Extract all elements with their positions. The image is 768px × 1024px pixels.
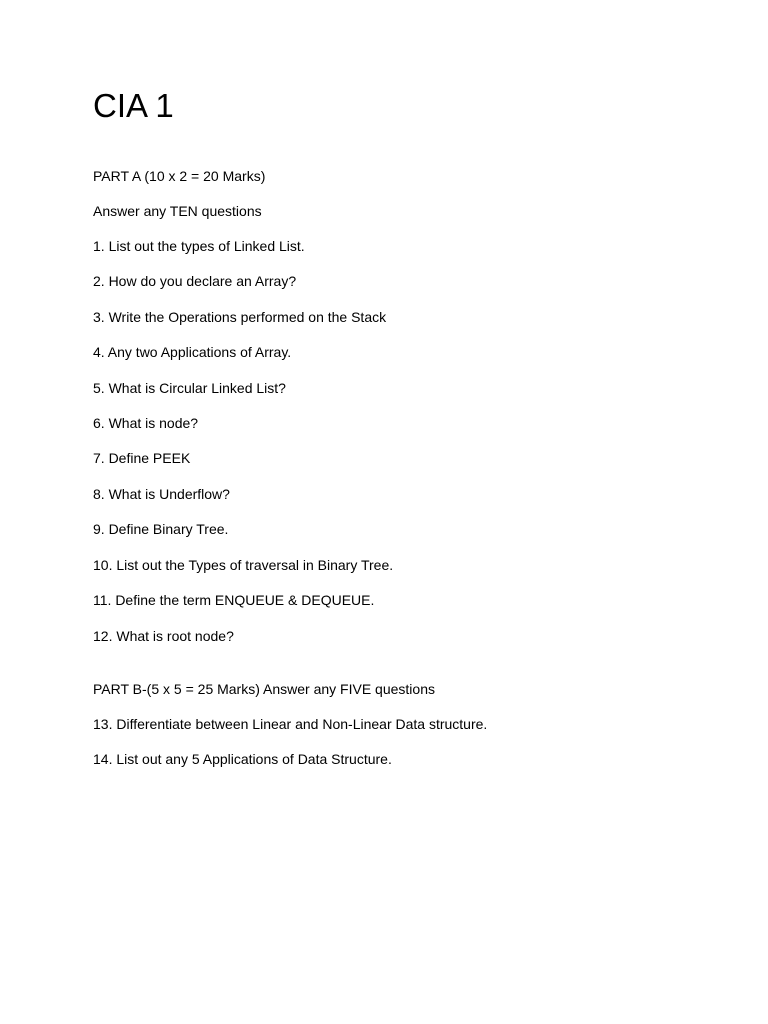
part-b-heading: PART B-(5 x 5 = 25 Marks) Answer any FIVE questions [93,681,435,697]
question-12: 12. What is root node? [93,628,234,644]
question-8: 8. What is Underflow? [93,486,230,502]
question-11: 11. Define the term ENQUEUE & DEQUEUE. [93,592,375,608]
question-3: 3. Write the Operations performed on the Stack [93,309,387,325]
question-5: 5. What is Circular Linked List? [93,380,286,396]
question-2: 2. How do you declare an Array? [93,273,297,289]
question-9: 9. Define Binary Tree. [93,521,229,537]
question-10: 10. List out the Types of traversal in Binary Tree. [93,557,394,573]
document-title: CIA 1 [93,87,174,124]
question-13: 13. Differentiate between Linear and Non-Linear Data structure. [93,716,488,732]
question-7: 7. Define PEEK [93,450,191,466]
question-14: 14. List out any 5 Applications of Data Structure. [93,751,392,767]
part-a-instruction: Answer any TEN questions [93,203,262,219]
question-1: 1. List out the types of Linked List. [93,238,305,254]
question-4: 4. Any two Applications of Array. [93,344,292,360]
part-a-heading: PART A (10 x 2 = 20 Marks) [93,168,266,184]
question-6: 6. What is node? [93,415,199,431]
